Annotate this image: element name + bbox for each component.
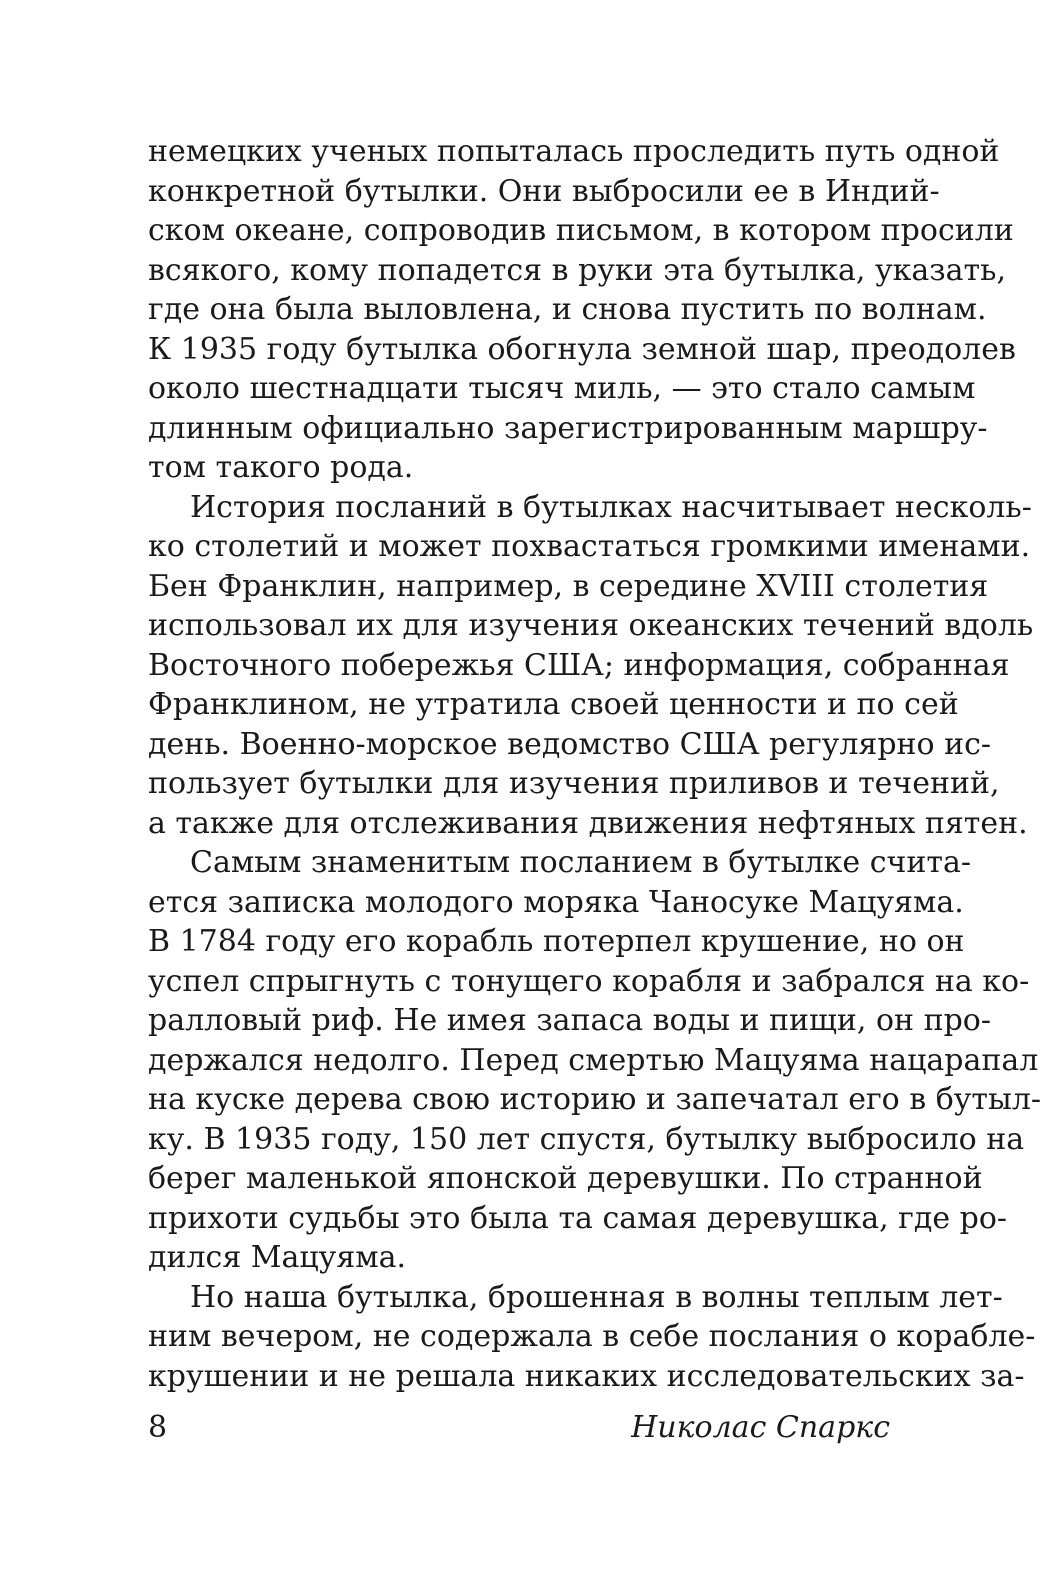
text-line: Самым знаменитым посланием в бутылке счита- <box>190 845 971 880</box>
text-line: берег маленькой японской деревушки. По странной <box>148 1161 983 1196</box>
text-line: где она была выловлена, и снова пустить по волнам. <box>148 292 987 327</box>
paragraph <box>148 132 1016 488</box>
paragraph <box>148 1278 1036 1397</box>
text-line: крушении и не решала никаких исследовательских за- <box>148 1358 1025 1394</box>
text-line: Франклином, не утратила своей ценности и по сей <box>148 687 959 722</box>
text-line: конкретной бутылки. Они выбросили ее в Индий- <box>148 173 940 209</box>
text-line: ку. В 1935 году, 150 лет спустя, бутылку выбросило на <box>148 1121 1025 1157</box>
text-line: Бен Франклин, например, в середине XVIII столетия <box>148 568 989 604</box>
text-line: ском океане, сопроводив письмом, в котором просили <box>148 213 1014 248</box>
text-line: использовал их для изучения океанских течений вдоль <box>148 608 1034 643</box>
text-line: длинным официально зарегистрированным маршру- <box>148 410 988 446</box>
running-footer-author: Николас Спаркс <box>631 1410 890 1445</box>
text-line: успел спрыгнуть с тонущего корабля и забрался на ко- <box>148 963 1030 999</box>
text-line: всякого, кому попадется в руки эта бутылка, указать, <box>148 252 1006 288</box>
text-line: а также для отслеживания движения нефтяных пятен. <box>148 805 1028 841</box>
text-line: ется записка молодого моряка Чаносуке Мацуяма. <box>148 884 964 920</box>
text-line: том такого рода. <box>148 450 414 485</box>
text-line: Но наша бутылка, брошенная в волны теплым лет- <box>190 1279 1003 1315</box>
text-line: ко столетий и может похвастаться громкими именами. <box>148 529 1031 564</box>
body-text <box>148 132 1041 1396</box>
text-line: немецких ученых попыталась проследить путь одной <box>148 134 1000 169</box>
page-number: 8 <box>148 1410 168 1445</box>
paragraph <box>148 843 1041 1278</box>
text-line: В 1784 году его корабль потерпел крушение, но он <box>148 924 965 959</box>
text-line: К 1935 году бутылка обогнула земной шар, преодолев <box>148 331 1016 367</box>
text-line: ралловый риф. Не имея запаса воды и пищи, он про- <box>148 1003 991 1038</box>
text-line: пользует бутылки для изучения приливов и течений, <box>148 766 1000 801</box>
text-line: около шестнадцати тысяч миль, — это стало самым <box>148 371 976 406</box>
text-line: прихоти судьбы это была та самая деревушка, где ро- <box>148 1200 1008 1236</box>
text-line: Восточного побережья США; информация, собранная <box>148 647 1010 683</box>
text-line: ним вечером, не содержала в себе послания о корабле- <box>148 1319 1036 1354</box>
text-line: дился Мацуяма. <box>148 1240 407 1275</box>
text-line: История посланий в бутылках насчитывает несколь- <box>190 489 1032 525</box>
text-line: на куске дерева свою историю и запечатал его в бутыл- <box>148 1082 1041 1117</box>
text-line: держался недолго. Перед смертью Мацуяма нацарапал <box>148 1042 1039 1078</box>
text-line: день. Военно-морское ведомство США регулярно ис- <box>148 726 992 762</box>
paragraph <box>148 488 1034 844</box>
